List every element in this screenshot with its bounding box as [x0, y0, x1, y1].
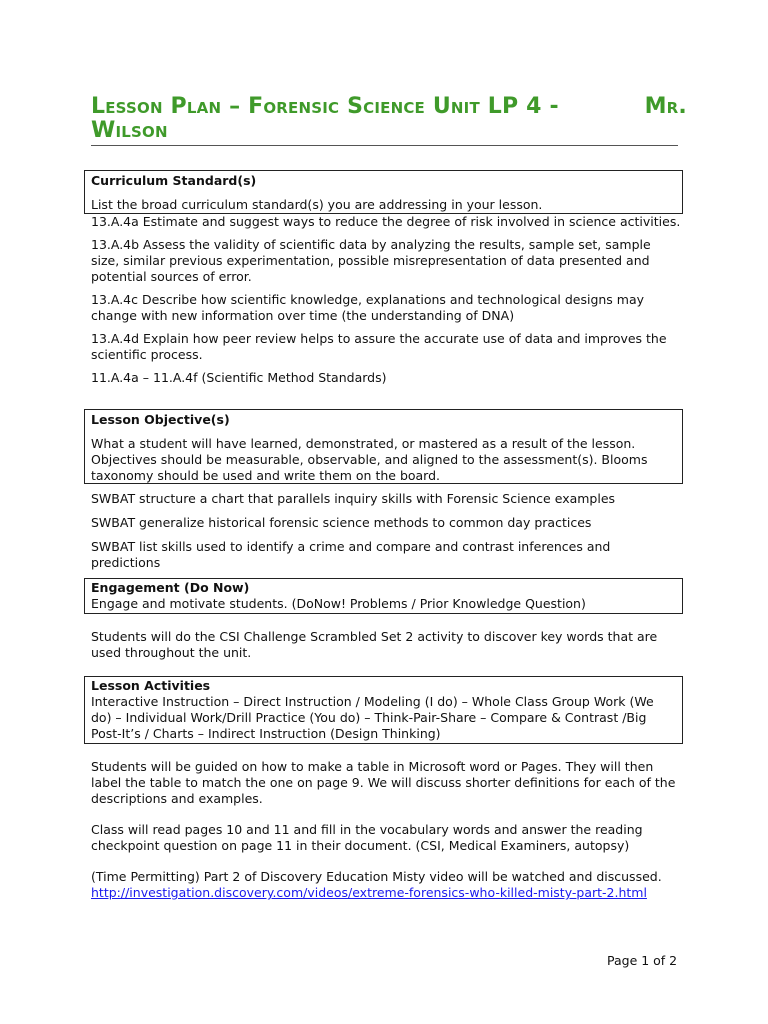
- page-title: [91, 95, 687, 143]
- objectives-box: [84, 409, 683, 484]
- page-number: Page 1 of 2: [607, 953, 678, 968]
- objectives-heading: Lesson Objective(s): [91, 412, 230, 427]
- activities-heading: Lesson Activities: [91, 678, 211, 693]
- standard-item: 13.A.4c Describe how scientific knowledge, explanations and technological designs may change with new information over time (the understanding of DNA): [91, 292, 645, 323]
- standard-item: 13.A.4d Explain how peer review helps to assure the accurate use of data and improves the scientific process.: [91, 331, 667, 362]
- objectives-instruction: What a student will have learned, demonstrated, or mastered as a result of the lesson. Objectives should be measurable, observable, and aligned to the assessment(s). Blooms taxonomy should be used and write them on the board.: [91, 436, 648, 483]
- objective-item: SWBAT structure a chart that parallels inquiry skills with Forensic Science examples: [91, 491, 616, 506]
- curriculum-instruction: List the broad curriculum standard(s) you are addressing in your lesson.: [91, 197, 543, 212]
- activities-instruction: Interactive Instruction – Direct Instruction / Modeling (I do) – Whole Class Group Work (We do) – Individual Work/Drill Practice (You do) – Think-Pair-Share – Compare & Contrast /Big Post-It’s / Charts – Indirect Instruction (Design Thinking): [91, 694, 654, 741]
- engagement-heading: Engagement (Do Now): [91, 580, 250, 595]
- title-rule: [91, 145, 678, 146]
- title-line2: Wilson: [91, 118, 168, 143]
- activities-para-3: [91, 869, 681, 901]
- curriculum-heading: Curriculum Standard(s): [91, 173, 257, 188]
- standard-item: 11.A.4a – 11.A.4f (Scientific Method Standards): [91, 370, 387, 385]
- curriculum-box: [84, 170, 683, 214]
- engagement-body: Students will do the CSI Challenge Scrambled Set 2 activity to discover key words that are used throughout the unit.: [91, 629, 658, 660]
- standard-item: 13.A.4a Estimate and suggest ways to reduce the degree of risk involved in science activities.: [91, 214, 681, 229]
- activities-para-3-text: (Time Permitting) Part 2 of Discovery Education Misty video will be watched and discussed.: [91, 869, 662, 884]
- activities-box: [84, 676, 683, 744]
- objective-item: SWBAT generalize historical forensic science methods to common day practices: [91, 515, 592, 530]
- engagement-box: [84, 578, 683, 614]
- standard-item: 13.A.4b Assess the validity of scientific data by analyzing the results, sample set, sample size, similar previous experimentation, possible misrepresentation of data presented and potential sources of error.: [91, 237, 651, 284]
- activities-para-1: Students will be guided on how to make a table in Microsoft word or Pages. They will then label the table to match the one on page 9. We will discuss shorter definitions for each of the descriptions and examples.: [91, 759, 676, 806]
- curriculum-list: [91, 214, 681, 393]
- activities-para-2: Class will read pages 10 and 11 and fill in the vocabulary words and answer the reading checkpoint question on page 11 in their document. (CSI, Medical Examiners, autopsy): [91, 822, 643, 853]
- discovery-video-link[interactable]: http://investigation.discovery.com/videos/extreme-forensics-who-killed-misty-part-2.html: [91, 885, 647, 900]
- objective-item: SWBAT list skills used to identify a crime and compare and contrast inferences and predictions: [91, 539, 611, 570]
- title-right: Mr.: [644, 94, 687, 119]
- objectives-list: [91, 491, 681, 578]
- engagement-instruction: Engage and motivate students. (DoNow! Problems / Prior Knowledge Question): [91, 596, 586, 611]
- title-left: Lesson Plan – Forensic Science Unit LP 4 -: [91, 94, 559, 119]
